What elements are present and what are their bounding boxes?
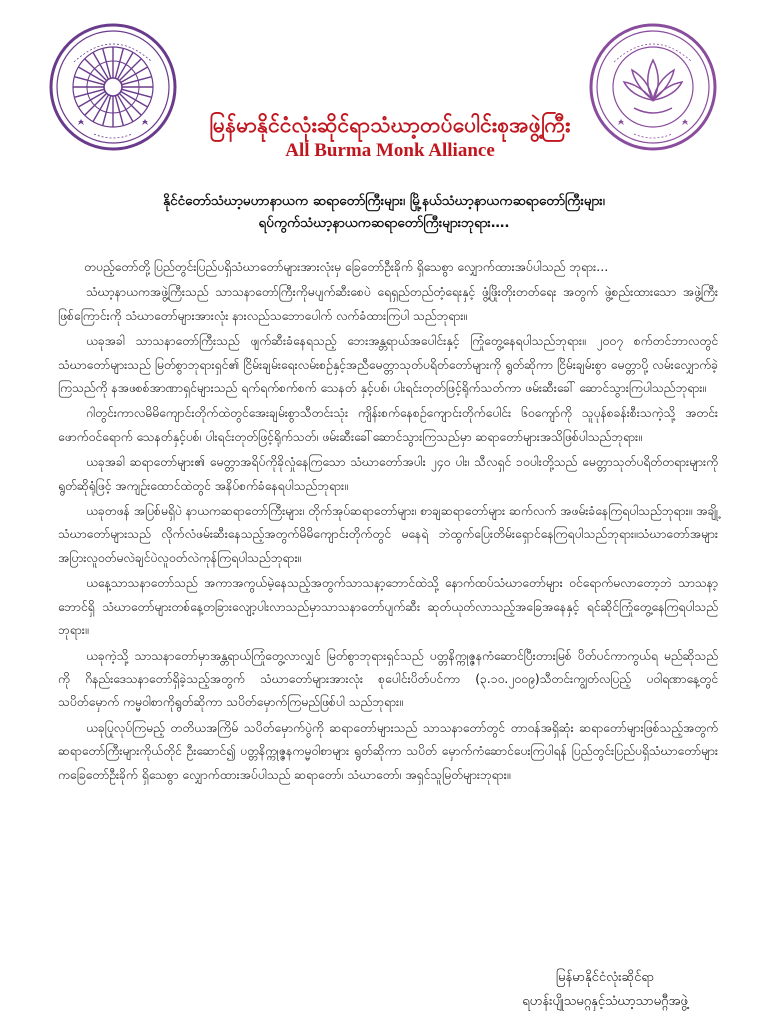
paragraph: ယနေ့သာသနာတော်သည် အကာအကွယ်မဲ့နေသည့်အတွက်သာသနာ့ဘောင်ထဲသို့ နောက်ထပ်သံဃာတော်များ ဝင်ရောက်မလာတော့ဘဲ သာသနာ့ဘောင်ရှိ သံဃာတော်များတစ်နေ့တခြားလျော့ပါးလာသည်မှာသာသနာတော်ပျက်ဆီး ဆုတ်ယုတ်လာသည့်အခြေအနေနှင့် ရင်ဆိုင်ကြုံတွေ့နေကြရပါသည်ဘုရား။ [58, 576, 718, 638]
signature-block [470, 966, 740, 1014]
signature-line-1: မြန်မာနိုင်ငံလုံးဆိုင်ရာ [555, 970, 655, 985]
paragraph: ယခုကဲ့သို့ သာသနာတော်မှာအန္တရာယ်ကြုံတွေ့လာလျှင် မြတ်စွာဘုရားရှင်သည် ပတ္တနိက္ကုဇ္ဇနကံဆောင်ပြီးတားမြစ် ပိတ်ပင်ကာကွယ်ရ မည်ဆိုသည်ကို ဂိနည်းဒေသနာတော်ရှိခဲ့သည့်အတွက် သံဃာတော်များအားလုံး စုပေါင်းပိတ်ပင်ကာ (၃.၁၀.၂၀၀၉)သီတင်းကျွတ်လပြည့် ပဝါရဏာနေ့တွင် သပိတ်မှောက် ကမ္မဝါစာကိုရွတ်ဆိုကာ သပိတ်မှောက်ကြမည်ဖြစ်ပါ သည်ဘုရား။ [58, 648, 718, 710]
paragraph: ယခုပြုလုပ်ကြမည့် တတိယအကြိမ် သပိတ်မှောက်ပွဲကို ဆရာတော်များသည် သာသနာတော်တွင် တာဝန်အရှိဆုံး ဆရာတော်များဖြစ်သည့်အတွက် ဆရာတော်ကြီးများကိုယ်တိုင် ဦးဆောင်၍ ပတ္တနိက္ကုဇ္ဇနကမ္မဝါစာများ ရွတ်ဆိုကာ သပိတ် မှောက်ကံဆောင်ပေးကြပါရန် ပြည်တွင်းပြည်ပရှိသံဃာတော်များကခြေတော်ဦးခိုက် ရှိသေစွာ လျှောက်ထားအပ်ပါသည် ဆရာတော်၊ သံဃာတော်၊ အရှင်သူမြတ်များဘုရား။ [58, 720, 718, 782]
address-line-2: ရပ်ကွက်သံဃာ့နာယကဆရာတော်ကြီးများဘုရား…. [258, 215, 510, 231]
signature-line-2: ရဟန်းပျိုသမဂ္ဂနှင့်သံဃာ့သာမဂ္ဂီအဖွဲ့ [522, 994, 688, 1009]
letter-address [40, 190, 728, 234]
paragraph: သံဃာ့နာယကအဖွဲ့ကြီးသည် သာသနာတော်ကြီးကိုမပျက်ဆီးစေပဲ ရေရှည်တည်တံ့ရေးနှင့် ဖွံ့ဖြိုးတိုးတတ်ရေး အတွက် ဖွဲ့စည်းထားသော အဖွဲ့ကြီးဖြစ်ကြောင်းကို သံဃာတော်များအားလုံး နားလည်သဘောပေါက် လက်ခံထားကြပါ သည်ဘုရား။ [58, 285, 718, 323]
organization-title-english: All Burma Monk Alliance [285, 140, 495, 161]
paragraph: ယခုအခါ ဆရာတော်များ၏ မေတ္တာအရိပ်ကိုခိုလှုံနေကြသော သံဃာတော်အပါး ၂၄၀ ပါး၊ သီလရှင် ၁၀ပါးတို့သည် မေတ္တာသုတ်ပရိတ်တရားများကို ရွတ်ဆိုရုံဖြင့် အကျဉ်းထောင်ထဲတွင် အနိပ်စက်ခံနေရပါသည်ဘုရား။ [58, 455, 718, 493]
left-seal-emblem [48, 22, 178, 152]
paragraph: တပည့်တော်တို့ ပြည်တွင်းပြည်ပရှိသံဃာတော်များအားလုံးမှ ခြေတော်ဦးခိုက် ရှိသေစွာ လျှောက်ထားအပ်ပါသည် ဘုရား… [84, 260, 609, 274]
letter-body [58, 256, 718, 789]
paragraph: ယခုတဖန် အပြစ်မရှိပဲ နာယကဆရာတော်ကြီးများ၊ တိုက်အုပ်ဆရာတော်များ၊ စာချဆရာတော်များ ဆက်လက် အဖမ်းခံနေကြရပါသည်ဘုရား။ အချို့သံဃာတော်များသည် လိုက်လံဖမ်းဆီးနေသည့်အတွက်မိမိကျောင်းတိုက်တွင် မနေရဲ ဘဲထွက်ပြေးတိမ်းရှောင်နေကြရပါသည်ဘုရား။သံဃာတော်အများအပြားလူဝတ်မလဲချင်ပဲလူဝတ်လဲကုန်ကြရပါသည်ဘုရား။ [58, 504, 718, 565]
organization-title-myanmar: မြန်မာနိုင်ငံလုံးဆိုင်ရာသံဃာ့တပ်ပေါင်းစုအဖွဲ့ကြီး [209, 113, 571, 137]
paragraph: ဂါတွင်းကာလမိမိကျောင်းတိုက်ထဲတွင်အေးချမ်းစွာသီတင်းသုံး ကျိန်းစက်နေစဉ်ကျောင်းတိုက်ပေါင်း ၆၀ကျော်ကို သူပုန်စခန်းစီးသကဲ့သို့ အတင်းဖောက်ဝင်ရောက် သေနတ်နှင့်ပစ်၊ ပါးရင်းတုတ်ဖြင့်ရိုက်သတ်၊ ဖမ်းဆီးခေါ်ဆောင်သွားကြသည်မှာ ဆရာတော်များအသိဖြစ်ပါသည်ဘုရား။ [58, 406, 718, 444]
address-line-1: နိုင်ငံတော်သံဃာ့မဟာနာယက ဆရာတော်ကြီးများ၊ မြို့နယ်သံဃာ့နာယကဆရာတော်ကြီးများ၊ [163, 193, 605, 209]
right-seal-emblem [588, 22, 718, 152]
paragraph: ယခုအခါ သာသနာတော်ကြီးသည် ဖျက်ဆီးခံနေရသည့် ဘေးအန္တရာယ်အပေါင်းနှင့် ကြုံတွေ့နေရပါသည်ဘုရား။ ၂၀၀၇ စက်တင်ဘာလတွင် သံဃာတော်များသည် မြတ်စွာဘုရားရှင်၏ ငြိမ်းချမ်းရေးလမ်းစဉ်နှင့်အညီမေတ္တာသုတ်ပရိတ်တော်များကို ရွတ်ဆိုကာ ငြိမ်းချမ်းစွာ မေတ္တာပို့ လမ်းလျှောက်ခဲ့ကြသည်ကို နအဖစစ်အာဏာရှင်များသည် ရက်ရက်စက်စက် သေနတ် နှင့်ပစ်၊ ပါးရင်းတုတ်ဖြင့်ရိုက်သတ်ကာ ဖမ်းဆီးခေါ် ဆောင်သွားကြပါသည်ဘုရား။ [58, 334, 718, 396]
